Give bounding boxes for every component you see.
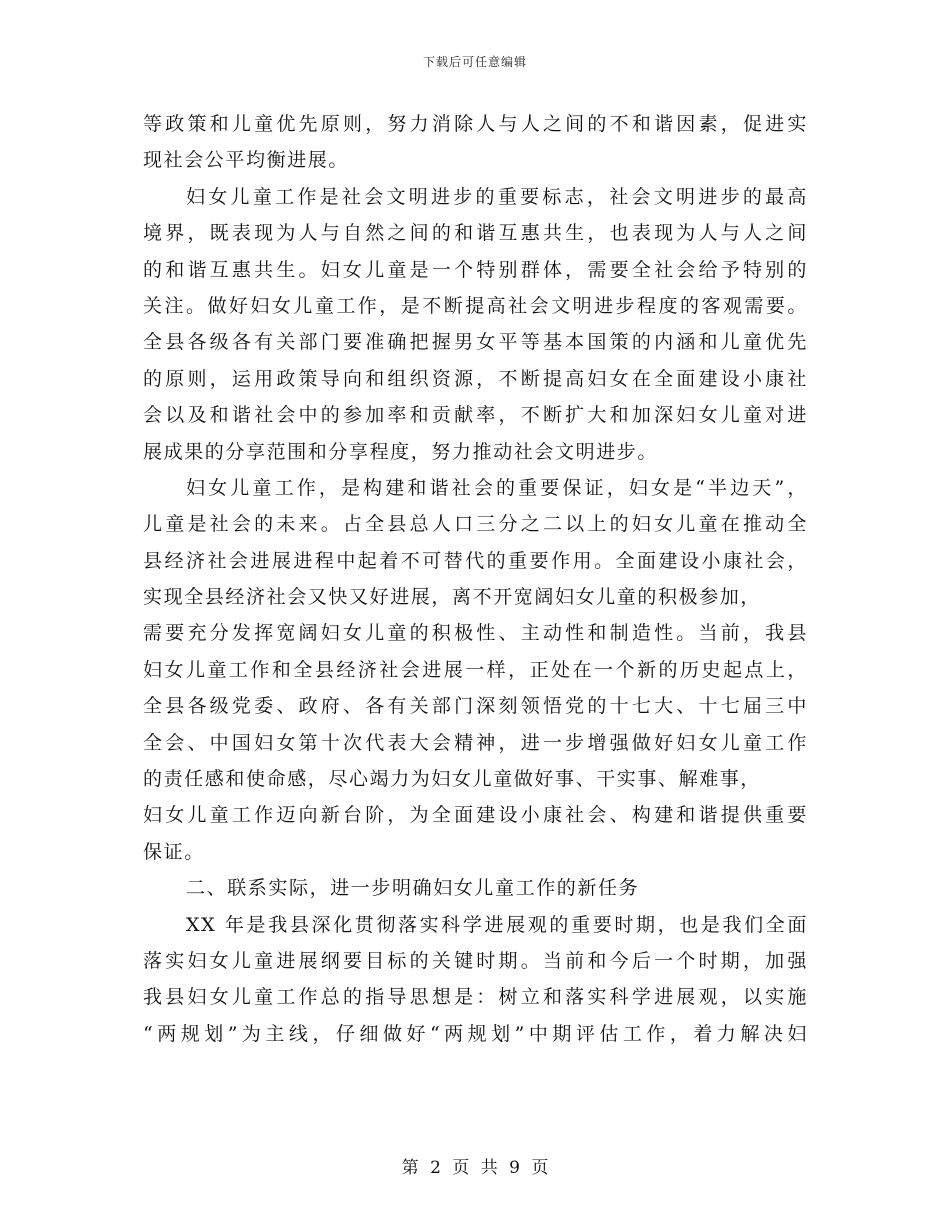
text-line: 的原则，运用政策导向和组织资源，不断提高妇女在全面建设小康社 [143, 367, 808, 390]
text-line: 妇女儿童工作迈向新台阶，为全面建设小康社会、构建和谐提供重要 [143, 804, 808, 827]
text-line: 儿童是社会的未来。占全县总人口三分之二以上的妇女儿童在推动全 [143, 513, 808, 536]
text-line: 全县各级党委、政府、各有关部门深刻领悟党的十七大、十七届三中 [143, 695, 808, 718]
text-line: 的责任感和使命感，尽心竭力为妇女儿童做好事、干实事、解难事， [143, 768, 762, 791]
text-line: 现社会公平均衡进展。 [143, 149, 350, 172]
text-line: 我县妇女儿童工作总的指导思想是：树立和落实科学进展观，以实施 [143, 986, 808, 1009]
text-line: 会以及和谐社会中的参加率和贡献率，不断扩大和加深妇女儿童对进 [143, 404, 808, 427]
text-line: 妇女儿童工作和全县经济社会进展一样，正处在一个新的历史起点上， [143, 658, 808, 681]
text-line: “两规划”为主线，仔细做好“两规划”中期评估工作，着力解决妇 [143, 1022, 808, 1045]
section-heading: 二、联系实际，进一步明确妇女儿童工作的新任务 [186, 877, 640, 900]
text-line: 实现全县经济社会又快又好进展，离不开宽阔妇女儿童的积极参加， [143, 586, 762, 609]
text-line: 展成果的分享范围和分享程度，努力推动社会文明进步。 [143, 440, 659, 463]
text-line: XX 年是我县深化贯彻落实科学进展观的重要时期，也是我们全面 [186, 913, 808, 936]
text-line: 境界，既表现为人与自然之间的和谐互惠共生，也表现为人与人之间 [143, 222, 808, 245]
document-body [143, 106, 808, 1052]
text-line: 需要充分发挥宽阔妇女儿童的积极性、主动性和制造性。当前，我县 [143, 622, 808, 645]
text-line: 保证。 [143, 840, 205, 863]
text-line: 等政策和儿童优先原则，努力消除人与人之间的不和谐因素，促进实 [143, 113, 808, 135]
page-header: 下载后可任意编辑 [422, 55, 527, 69]
text-line: 妇女儿童工作是社会文明进步的重要标志，社会文明进步的最高 [186, 185, 808, 208]
page-footer: 第 2 页 共 9 页 [401, 1158, 549, 1178]
text-line: 关注。做好妇女儿童工作，是不断提高社会文明进步程度的客观需要。 [143, 294, 808, 317]
text-line: 县经济社会进展进程中起着不可替代的重要作用。全面建设小康社会， [143, 549, 808, 572]
text-line: 的和谐互惠共生。妇女儿童是一个特别群体，需要全社会给予特别的 [143, 258, 808, 281]
text-line: 落实妇女儿童进展纲要目标的关键时期。当前和今后一个时期，加强 [143, 949, 808, 972]
text-line: 全县各级各有关部门要准确把握男女平等基本国策的内涵和儿童优先 [143, 331, 808, 354]
text-line: 妇女儿童工作，是构建和谐社会的重要保证，妇女是“半边天”， [186, 476, 808, 499]
text-line: 全会、中国妇女第十次代表大会精神，进一步增强做好妇女儿童工作 [143, 731, 808, 754]
